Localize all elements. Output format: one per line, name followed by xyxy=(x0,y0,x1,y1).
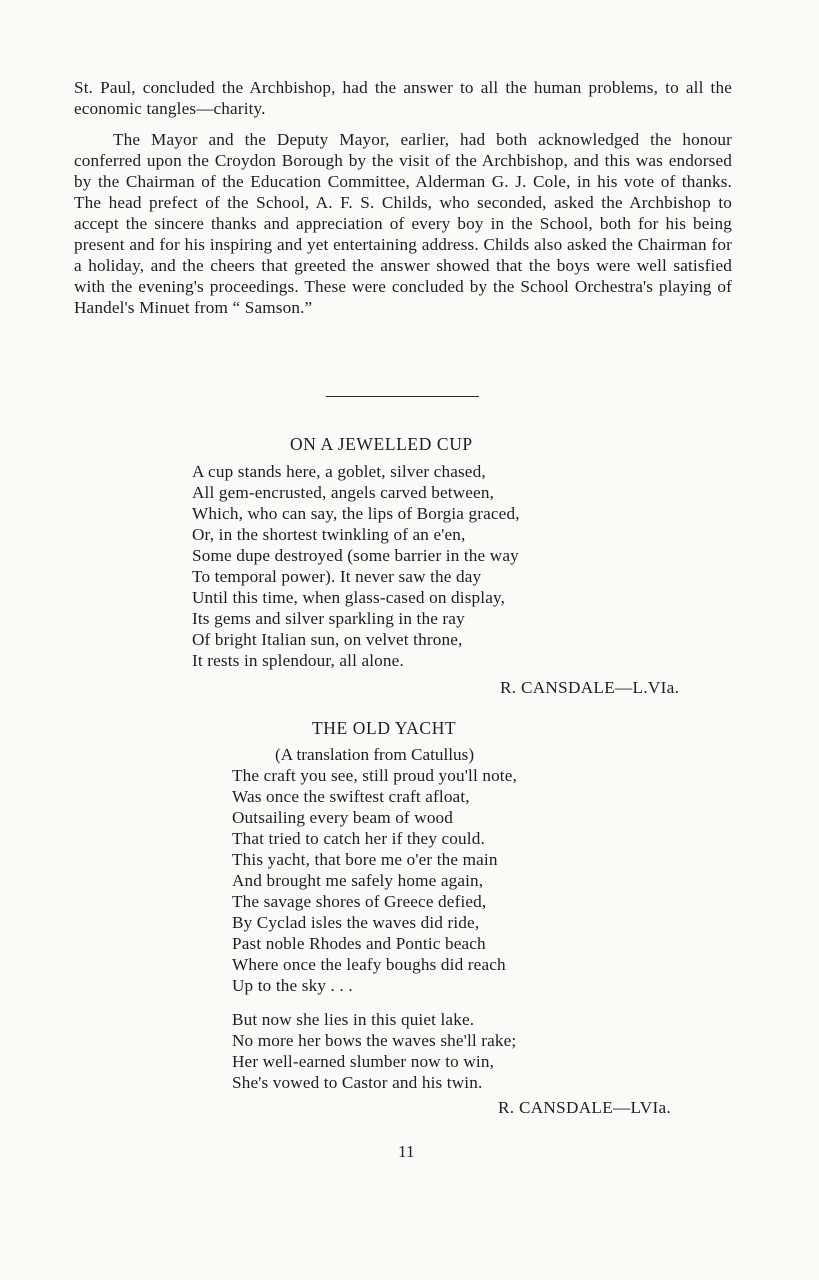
poem-line: That tried to catch her if they could. xyxy=(232,829,485,848)
poem-2-stanza-2 xyxy=(232,1009,516,1093)
poem-1-title: ON A JEWELLED CUP xyxy=(290,434,473,454)
poem-line: Until this time, when glass-cased on display, xyxy=(192,588,506,607)
poem-line: Some dupe destroyed (some barrier in the way xyxy=(192,546,519,565)
poem-2-subtitle: (A translation from Catullus) xyxy=(275,745,475,764)
poem-line: Or, in the shortest twinkling of an e'en, xyxy=(192,525,466,544)
poem-line: Where once the leafy boughs did reach xyxy=(232,955,506,974)
poem-line: She's vowed to Castor and his twin. xyxy=(232,1073,483,1092)
body-paragraph-1: St. Paul, concluded the Archbishop, had the answer to all the human problems, to all the economic tangles—charity. xyxy=(74,78,732,118)
poem-line: The craft you see, still proud you'll note, xyxy=(232,766,517,785)
poem-line: A cup stands here, a goblet, silver chased, xyxy=(192,462,486,481)
poem-line: And brought me safely home again, xyxy=(232,871,484,890)
page-number: 11 xyxy=(398,1142,415,1161)
poem-line: It rests in splendour, all alone. xyxy=(192,651,404,670)
poem-line: Its gems and silver sparkling in the ray xyxy=(192,609,465,628)
poem-2-stanza-1 xyxy=(232,765,517,996)
poem-2-title: THE OLD YACHT xyxy=(312,718,457,738)
poem-line: No more her bows the waves she'll rake; xyxy=(232,1031,517,1050)
poem-line: Up to the sky . . . xyxy=(232,976,353,995)
poem-line: By Cyclad isles the waves did ride, xyxy=(232,913,480,932)
poem-line: The savage shores of Greece defied, xyxy=(232,892,487,911)
poem-line: But now she lies in this quiet lake. xyxy=(232,1010,475,1029)
section-divider xyxy=(326,396,479,397)
poem-line: To temporal power). It never saw the day xyxy=(192,567,482,586)
poem-line: Past noble Rhodes and Pontic beach xyxy=(232,934,486,953)
poem-line: Of bright Italian sun, on velvet throne, xyxy=(192,630,463,649)
poem-1-author: R. CANSDALE—L.VIa. xyxy=(500,678,680,697)
poem-2-author: R. CANSDALE—LVIa. xyxy=(498,1098,671,1117)
poem-line: Outsailing every beam of wood xyxy=(232,808,454,827)
poem-line: This yacht, that bore me o'er the main xyxy=(232,850,498,869)
body-paragraph-2: The Mayor and the Deputy Mayor, earlier, had both acknowledged the honour conferred upon the Croydon Borough by the visit of the Archbishop, and this was endorsed by the Chairman of the Education Committee, Alderman G. J. Cole, in his vote of thanks. The head prefect of the School, A. F. S. Childs, who seconded, asked the Archbishop to accept the sincere thanks and appreciation of every boy in the School, both for his being present and for his inspiring and yet entertaining address. Childs also asked the Chairman for a holiday, and the cheers that greeted the answer showed that the boys were well satisfied with the evening's proceedings. These were concluded by the School Orchestra's playing of Handel's Minuet from “ Samson.” xyxy=(74,130,732,317)
poem-line: All gem-encrusted, angels carved between, xyxy=(192,483,495,502)
poem-line: Which, who can say, the lips of Borgia graced, xyxy=(192,504,520,523)
poem-line: Her well-earned slumber now to win, xyxy=(232,1052,495,1071)
poem-line: Was once the swiftest craft afloat, xyxy=(232,787,470,806)
poem-1-body xyxy=(192,461,520,671)
